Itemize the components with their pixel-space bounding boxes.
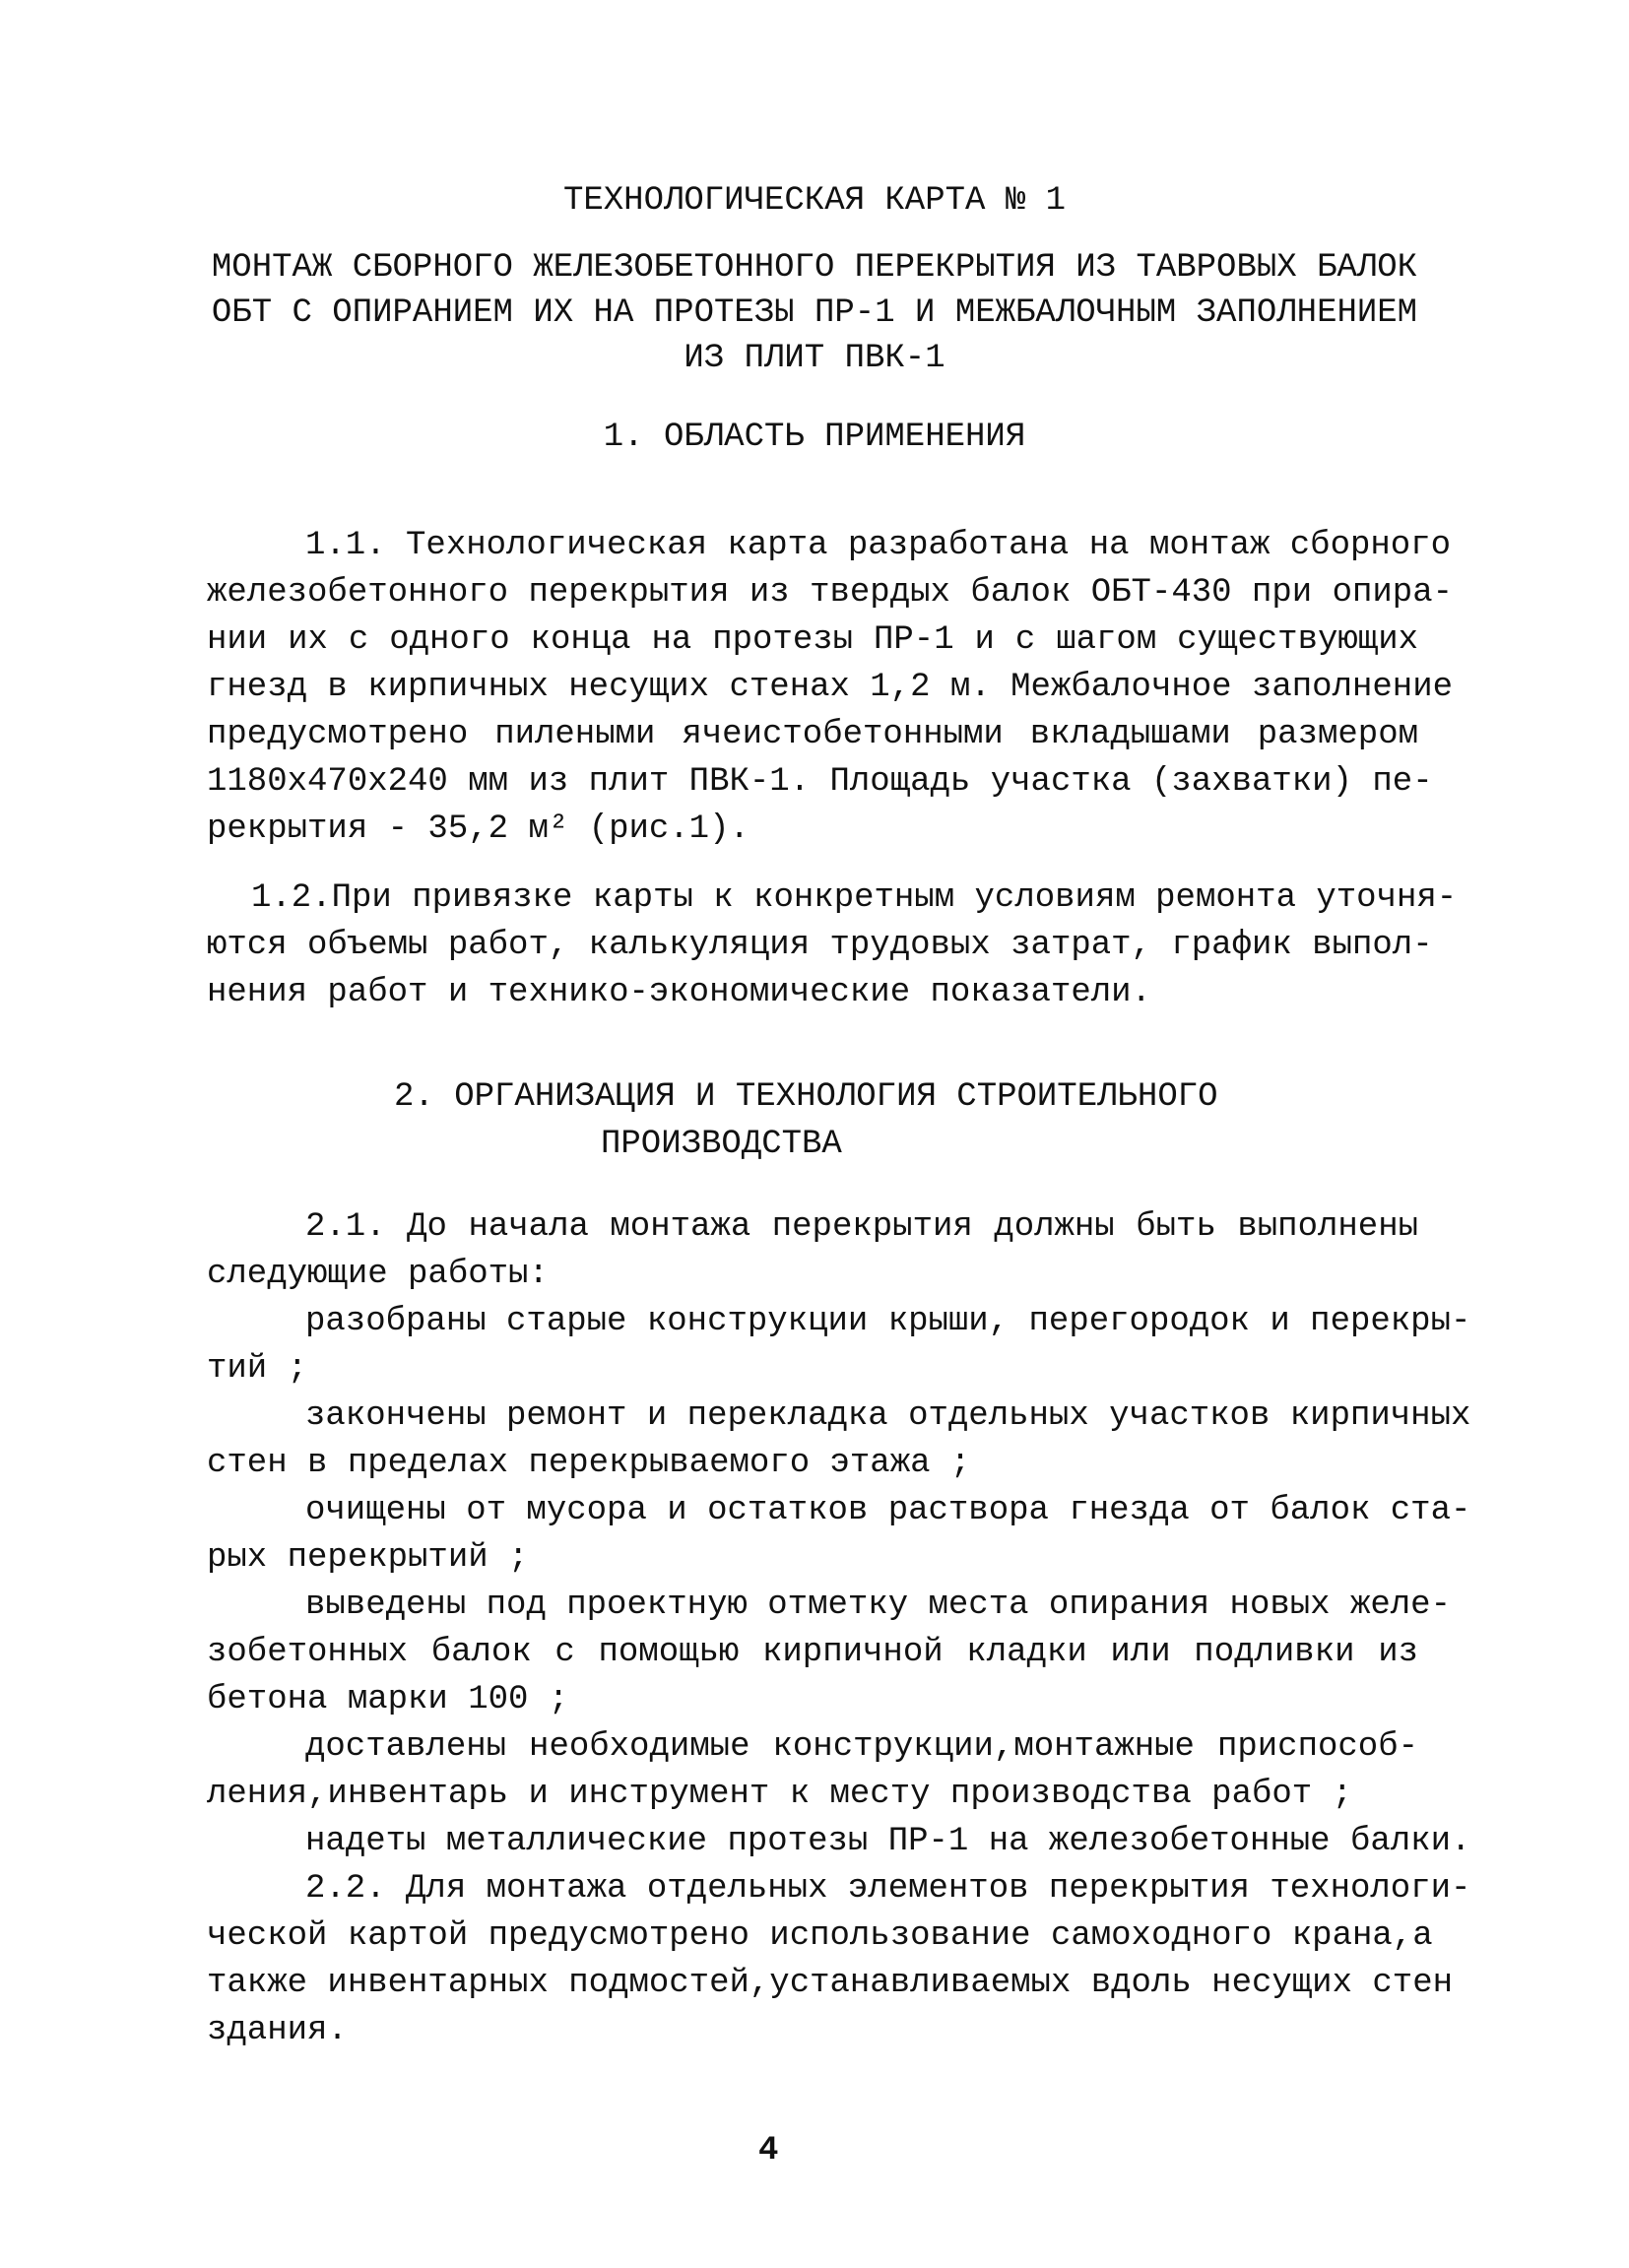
paragraph-line: ческой картой предусмотрено использование самоходного крана,а [207,1917,1433,1955]
subtitle-line-1: МОНТАЖ СБОРНОГО ЖЕЛЕЗОБЕТОННОГО ПЕРЕКРЫТИЯ ИЗ ТАВРОВЫХ БАЛОК [211,249,1418,287]
paragraph-line: предусмотрено пилеными ячеистобетонными вкладышами размером [207,716,1418,753]
paragraph-line: бетона марки 100 ; [207,1681,569,1718]
paragraph-line: здания. [207,2012,348,2049]
paragraph-line: ются объемы работ, калькуляция трудовых затрат, график выпол- [207,927,1433,964]
paragraph-line: нения работ и технико-экономические показатели. [207,974,1151,1011]
paragraph-line: 2.2. Для монтажа отдельных элементов перекрытия технологи- [305,1870,1471,1908]
paragraph-line: нии их с одного конца на протезы ПР-1 и с шагом существующих [207,621,1418,659]
paragraph-line: 1.2.При привязке карты к конкретным условиям ремонта уточня- [251,879,1458,917]
page-number: 4 [758,2132,779,2170]
paragraph-line: доставлены необходимые конструкции,монтажные приспособ- [305,1728,1418,1766]
paragraph-line: зобетонных балок с помощью кирпичной кладки или подливки из [207,1634,1418,1671]
paragraph-line: тий ; [207,1350,308,1388]
paragraph-line: очищены от мусора и остатков раствора гнезда от балок ста- [305,1492,1471,1529]
paragraph-line: также инвентарных подмостей,устанавливаемых вдоль несущих стен [207,1965,1454,2002]
paragraph-line: 1180x470x240 мм из плит ПВК-1. Площадь участка (захватки) пе- [207,763,1433,801]
paragraph-line: гнезд в кирпичных несущих стенах 1,2 м. Межбалочное заполнение [207,669,1454,706]
section2-title-line-2: ПРОИЗВОДСТВА [601,1126,842,1163]
paragraph-line: рых перекрытий ; [207,1539,529,1577]
card-title: ТЕХНОЛОГИЧЕСКАЯ КАРТА № 1 [562,182,1067,220]
subtitle-line-2: ОБТ С ОПИРАНИЕМ ИХ НА ПРОТЕЗЫ ПР-1 И МЕЖБАЛОЧНЫМ ЗАПОЛНЕНИЕМ [211,294,1418,332]
section1-title: 1. ОБЛАСТЬ ПРИМЕНЕНИЯ [603,419,1026,456]
paragraph-line: 2.1. До начала монтажа перекрытия должны быть выполнены [305,1208,1418,1246]
paragraph-line: разобраны старые конструкции крыши, перегородок и перекры- [305,1303,1471,1340]
paragraph-line: рекрытия - 35,2 м² (рис.1). [207,810,749,848]
subtitle-line-3: ИЗ ПЛИТ ПВК-1 [684,340,945,377]
paragraph-line: стен в пределах перекрываемого этажа ; [207,1445,971,1482]
paragraph-line: надеты металлические протезы ПР-1 на железобетонные балки. [305,1823,1471,1860]
section2-title-line-1: 2. ОРГАНИЗАЦИЯ И ТЕХНОЛОГИЯ СТРОИТЕЛЬНОГО [394,1078,1218,1116]
paragraph-line: закончены ремонт и перекладка отдельных участков кирпичных [305,1397,1471,1435]
paragraph-line: выведены под проектную отметку места опирания новых желе- [305,1587,1451,1624]
paragraph-line: 1.1. Технологическая карта разработана на монтаж сборного [305,527,1451,564]
paragraph-line: железобетонного перекрытия из твердых балок ОБТ-430 при опира- [207,574,1454,612]
paragraph-line: следующие работы: [207,1256,549,1293]
paragraph-line: ления,инвентарь и инструмент к месту производства работ ; [207,1776,1352,1813]
